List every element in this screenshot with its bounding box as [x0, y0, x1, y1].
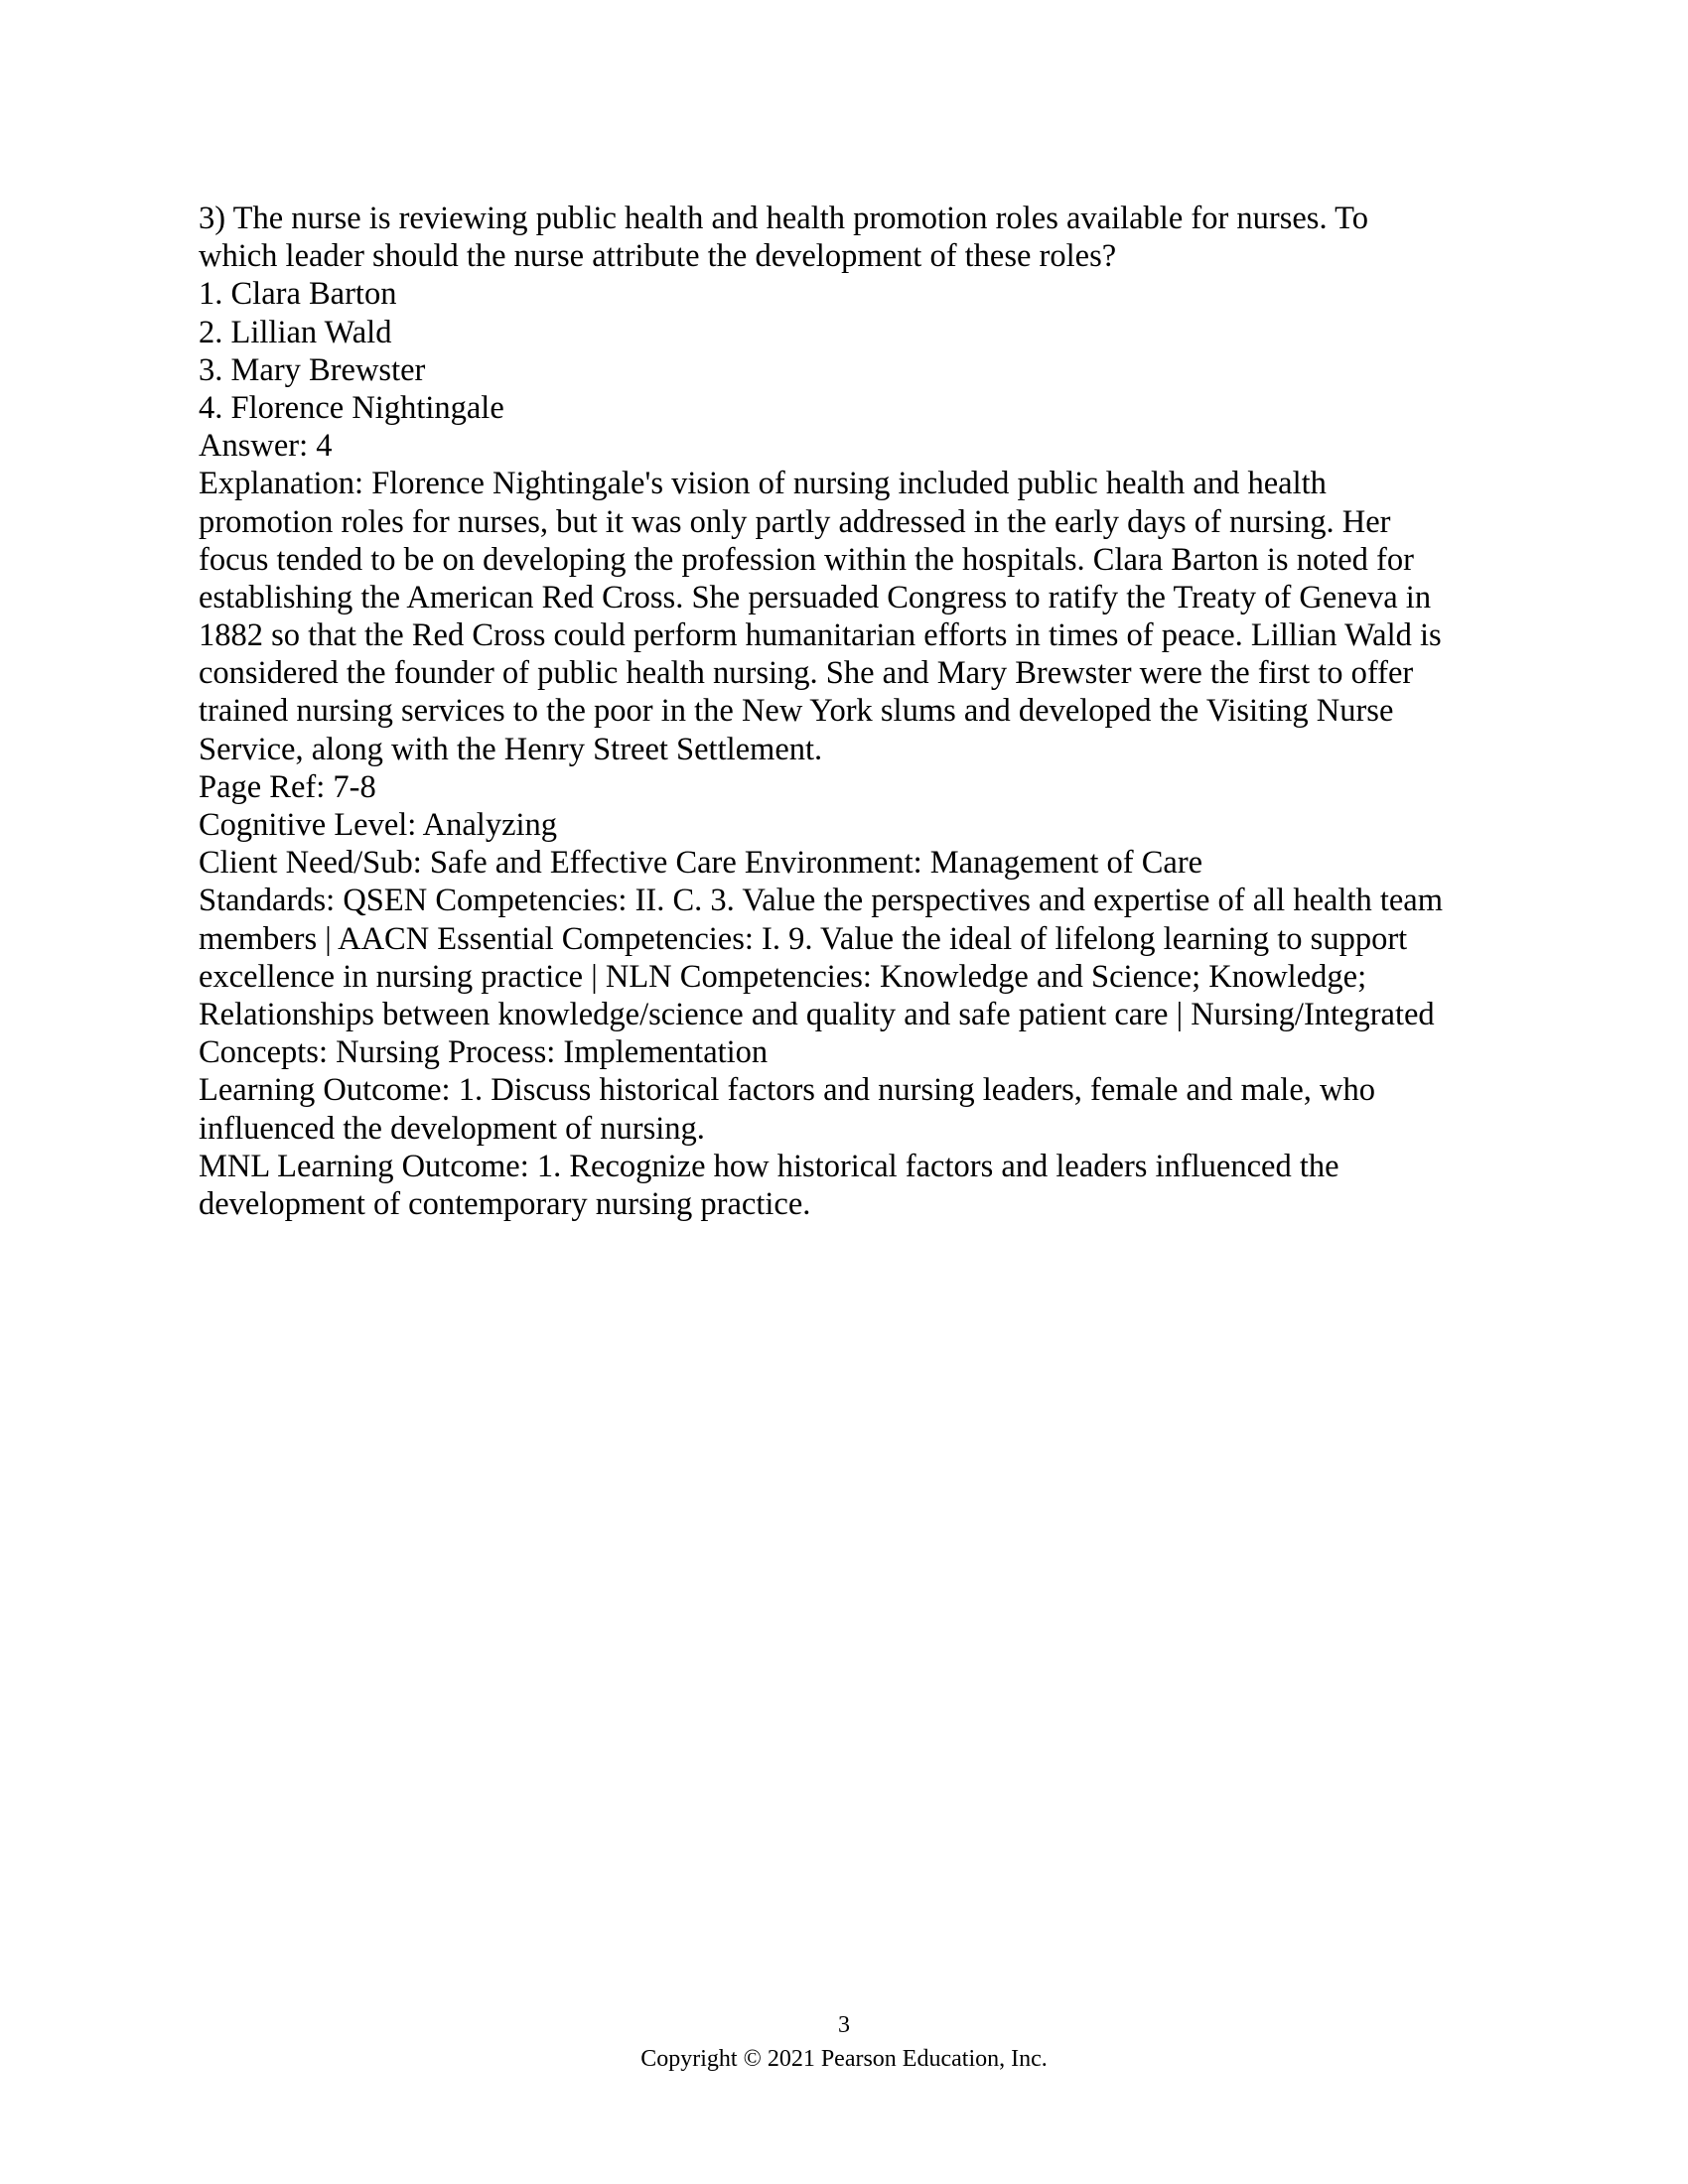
page-number: 3 [838, 2012, 850, 2038]
answer-key: Answer: 4 [199, 428, 333, 465]
standards-line-5: Concepts: Nursing Process: Implementation [199, 1034, 769, 1071]
explanation-line-7: trained nursing services to the poor in the New York slums and developed the Visiting Nurse [199, 693, 1394, 730]
explanation-line-4: establishing the American Red Cross. She persuaded Congress to ratify the Treaty of Geneva in [199, 579, 1432, 615]
question-stem-line-2: which leader should the nurse attribute the development of these roles? [199, 238, 1117, 275]
client-need: Client Need/Sub: Safe and Effective Care Environment: Management of Care [199, 845, 1203, 882]
explanation-line-5: 1882 so that the Red Cross could perform humanitarian efforts in times of peace. Lillian Wald is [199, 617, 1442, 654]
learning-outcome-line-1: Learning Outcome: 1. Discuss historical factors and nursing leaders, female and male, who [199, 1072, 1375, 1109]
answer-option-1: 1. Clara Barton [199, 276, 397, 313]
explanation-line-3: focus tended to be on developing the profession within the hospitals. Clara Barton is noted for [199, 541, 1414, 578]
page-ref: Page Ref: 7-8 [199, 768, 376, 805]
standards-line-1: Standards: QSEN Competencies: II. C. 3. Value the perspectives and expertise of all health team [199, 883, 1444, 919]
answer-option-3: 3. Mary Brewster [199, 351, 426, 388]
question-block [199, 200, 1509, 1223]
standards-line-3: excellence in nursing practice | NLN Competencies: Knowledge and Science; Knowledge; [199, 958, 1367, 995]
cognitive-level: Cognitive Level: Analyzing [199, 807, 558, 843]
mnl-outcome-line-2: development of contemporary nursing practice. [199, 1185, 811, 1222]
explanation-line-2: promotion roles for nurses, but it was only partly addressed in the early days of nursing. Her [199, 503, 1391, 540]
explanation-line-1: Explanation: Florence Nightingale's vision of nursing included public health and health [199, 466, 1327, 502]
answer-option-4: 4. Florence Nightingale [199, 389, 504, 426]
mnl-outcome-line-1: MNL Learning Outcome: 1. Recognize how historical factors and leaders influenced the [199, 1148, 1339, 1184]
answer-option-2: 2. Lillian Wald [199, 314, 392, 350]
learning-outcome-line-2: influenced the development of nursing. [199, 1110, 705, 1147]
explanation-line-6: considered the founder of public health nursing. She and Mary Brewster were the first to offer [199, 655, 1414, 692]
standards-line-2: members | AACN Essential Competencies: I. 9. Value the ideal of lifelong learning to support [199, 920, 1408, 957]
standards-line-4: Relationships between knowledge/science and quality and safe patient care | Nursing/Integrated [199, 996, 1435, 1032]
explanation-line-8: Service, along with the Henry Street Settlement. [199, 731, 823, 767]
question-stem-line-1: 3) The nurse is reviewing public health and health promotion roles available for nurses. To [199, 201, 1368, 236]
copyright-notice: Copyright © 2021 Pearson Education, Inc. [640, 2046, 1048, 2072]
